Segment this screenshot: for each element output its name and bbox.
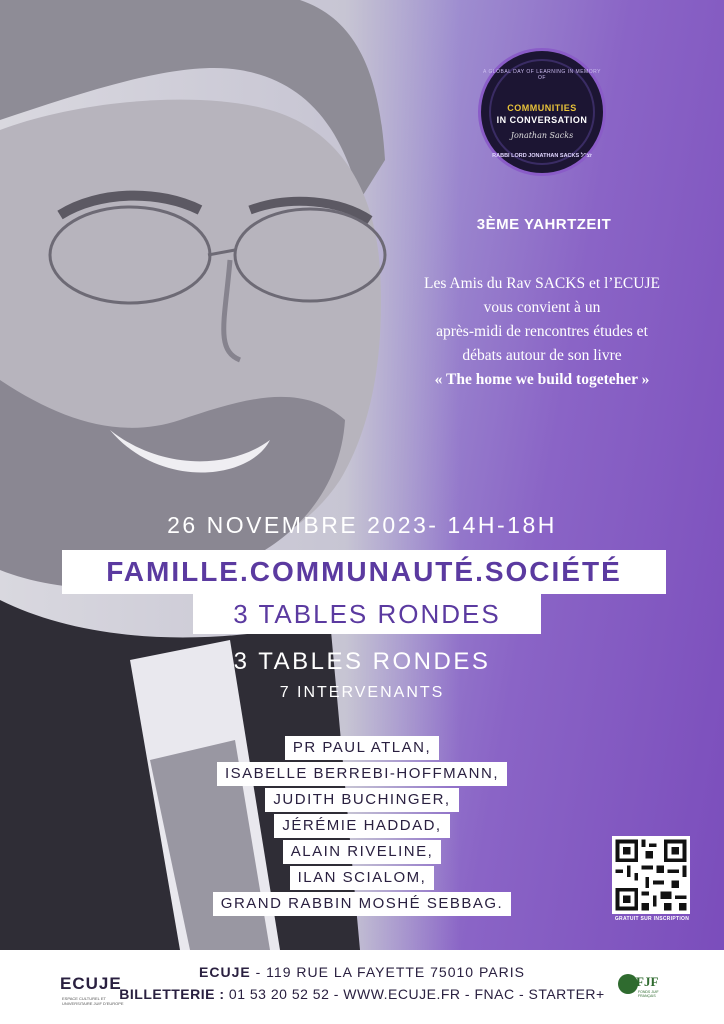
speaker-name: GRAND RABBIN MOSHÉ SEBBAG. [213, 892, 511, 916]
logo-line2: IN CONVERSATION [496, 115, 588, 125]
speaker-name: ISABELLE BERREBI-HOFFMANN, [217, 762, 507, 786]
speaker-name: ALAIN RIVELINE, [283, 840, 442, 864]
logo-arc-top-text: A GLOBAL DAY OF LEARNING IN MEMORY OF [483, 69, 601, 81]
speakers-count: 7 INTERVENANTS [279, 684, 445, 701]
intro-line: débats autour de son livre [462, 347, 622, 364]
tree-icon [618, 974, 638, 994]
speaker-name: JÉRÉMIE HADDAD, [274, 814, 449, 838]
footer-tickets-info: 01 53 20 52 52 - WWW.ECUJE.FR - FNAC - STARTER+ [224, 986, 605, 1002]
fjf-logo [618, 972, 674, 998]
intro-text [382, 272, 702, 392]
intro-line: Les Amis du Rav SACKS et l’ECUJE [424, 275, 660, 292]
logo-arc-bottom-text: RABBI LORD JONATHAN SACKS זצ"ל [492, 153, 592, 159]
footer-tickets-line [0, 986, 724, 1002]
logo-line1: COMMUNITIES [507, 103, 577, 113]
fjf-logo-text: FJF [636, 974, 659, 989]
intro-line: vous convient à un [483, 299, 601, 316]
communities-in-conversation-logo [478, 48, 606, 176]
event-date: 26 NOVEMBRE 2023- 14H-18H [167, 512, 557, 538]
qr-caption: GRATUIT SUR INSCRIPTION [614, 916, 690, 922]
speaker-name: ILAN SCIALOM, [290, 866, 435, 890]
ecuje-logo-subtitle: ESPACE CULTUREL ET UNIVERSITAIRE JUIF D'EUROPE [62, 996, 124, 1006]
theme-banner: FAMILLE.COMMUNAUTÉ.SOCIÉTÉ [62, 550, 666, 594]
intro-line: après-midi de rencontres études et [436, 323, 648, 340]
ecuje-logo-text: ECUJE [60, 974, 122, 993]
book-title: « The home we build togeteher » [434, 371, 650, 388]
footer-address-line [0, 964, 724, 980]
speaker-name: JUDITH BUCHINGER, [265, 788, 458, 812]
footer-org: ECUJE [199, 964, 251, 980]
fjf-logo-subtitle: FONDS JUIF FRANÇAIS [638, 990, 659, 998]
footer-address: - 119 RUE LA FAYETTE 75010 PARIS [250, 964, 525, 980]
registration-qr-code[interactable] [612, 836, 690, 914]
tables-banner: 3 TABLES RONDES [193, 594, 541, 634]
speaker-name: PR PAUL ATLAN, [285, 736, 439, 760]
footer-tickets-label: BILLETTERIE : [119, 986, 225, 1002]
logo-signature: Jonathan Sacks [510, 131, 574, 140]
yahrtzeit-heading: 3ÈME YAHRTZEIT [476, 216, 612, 233]
footer [0, 950, 724, 1024]
tables-count: 3 TABLES RONDES [233, 648, 491, 675]
